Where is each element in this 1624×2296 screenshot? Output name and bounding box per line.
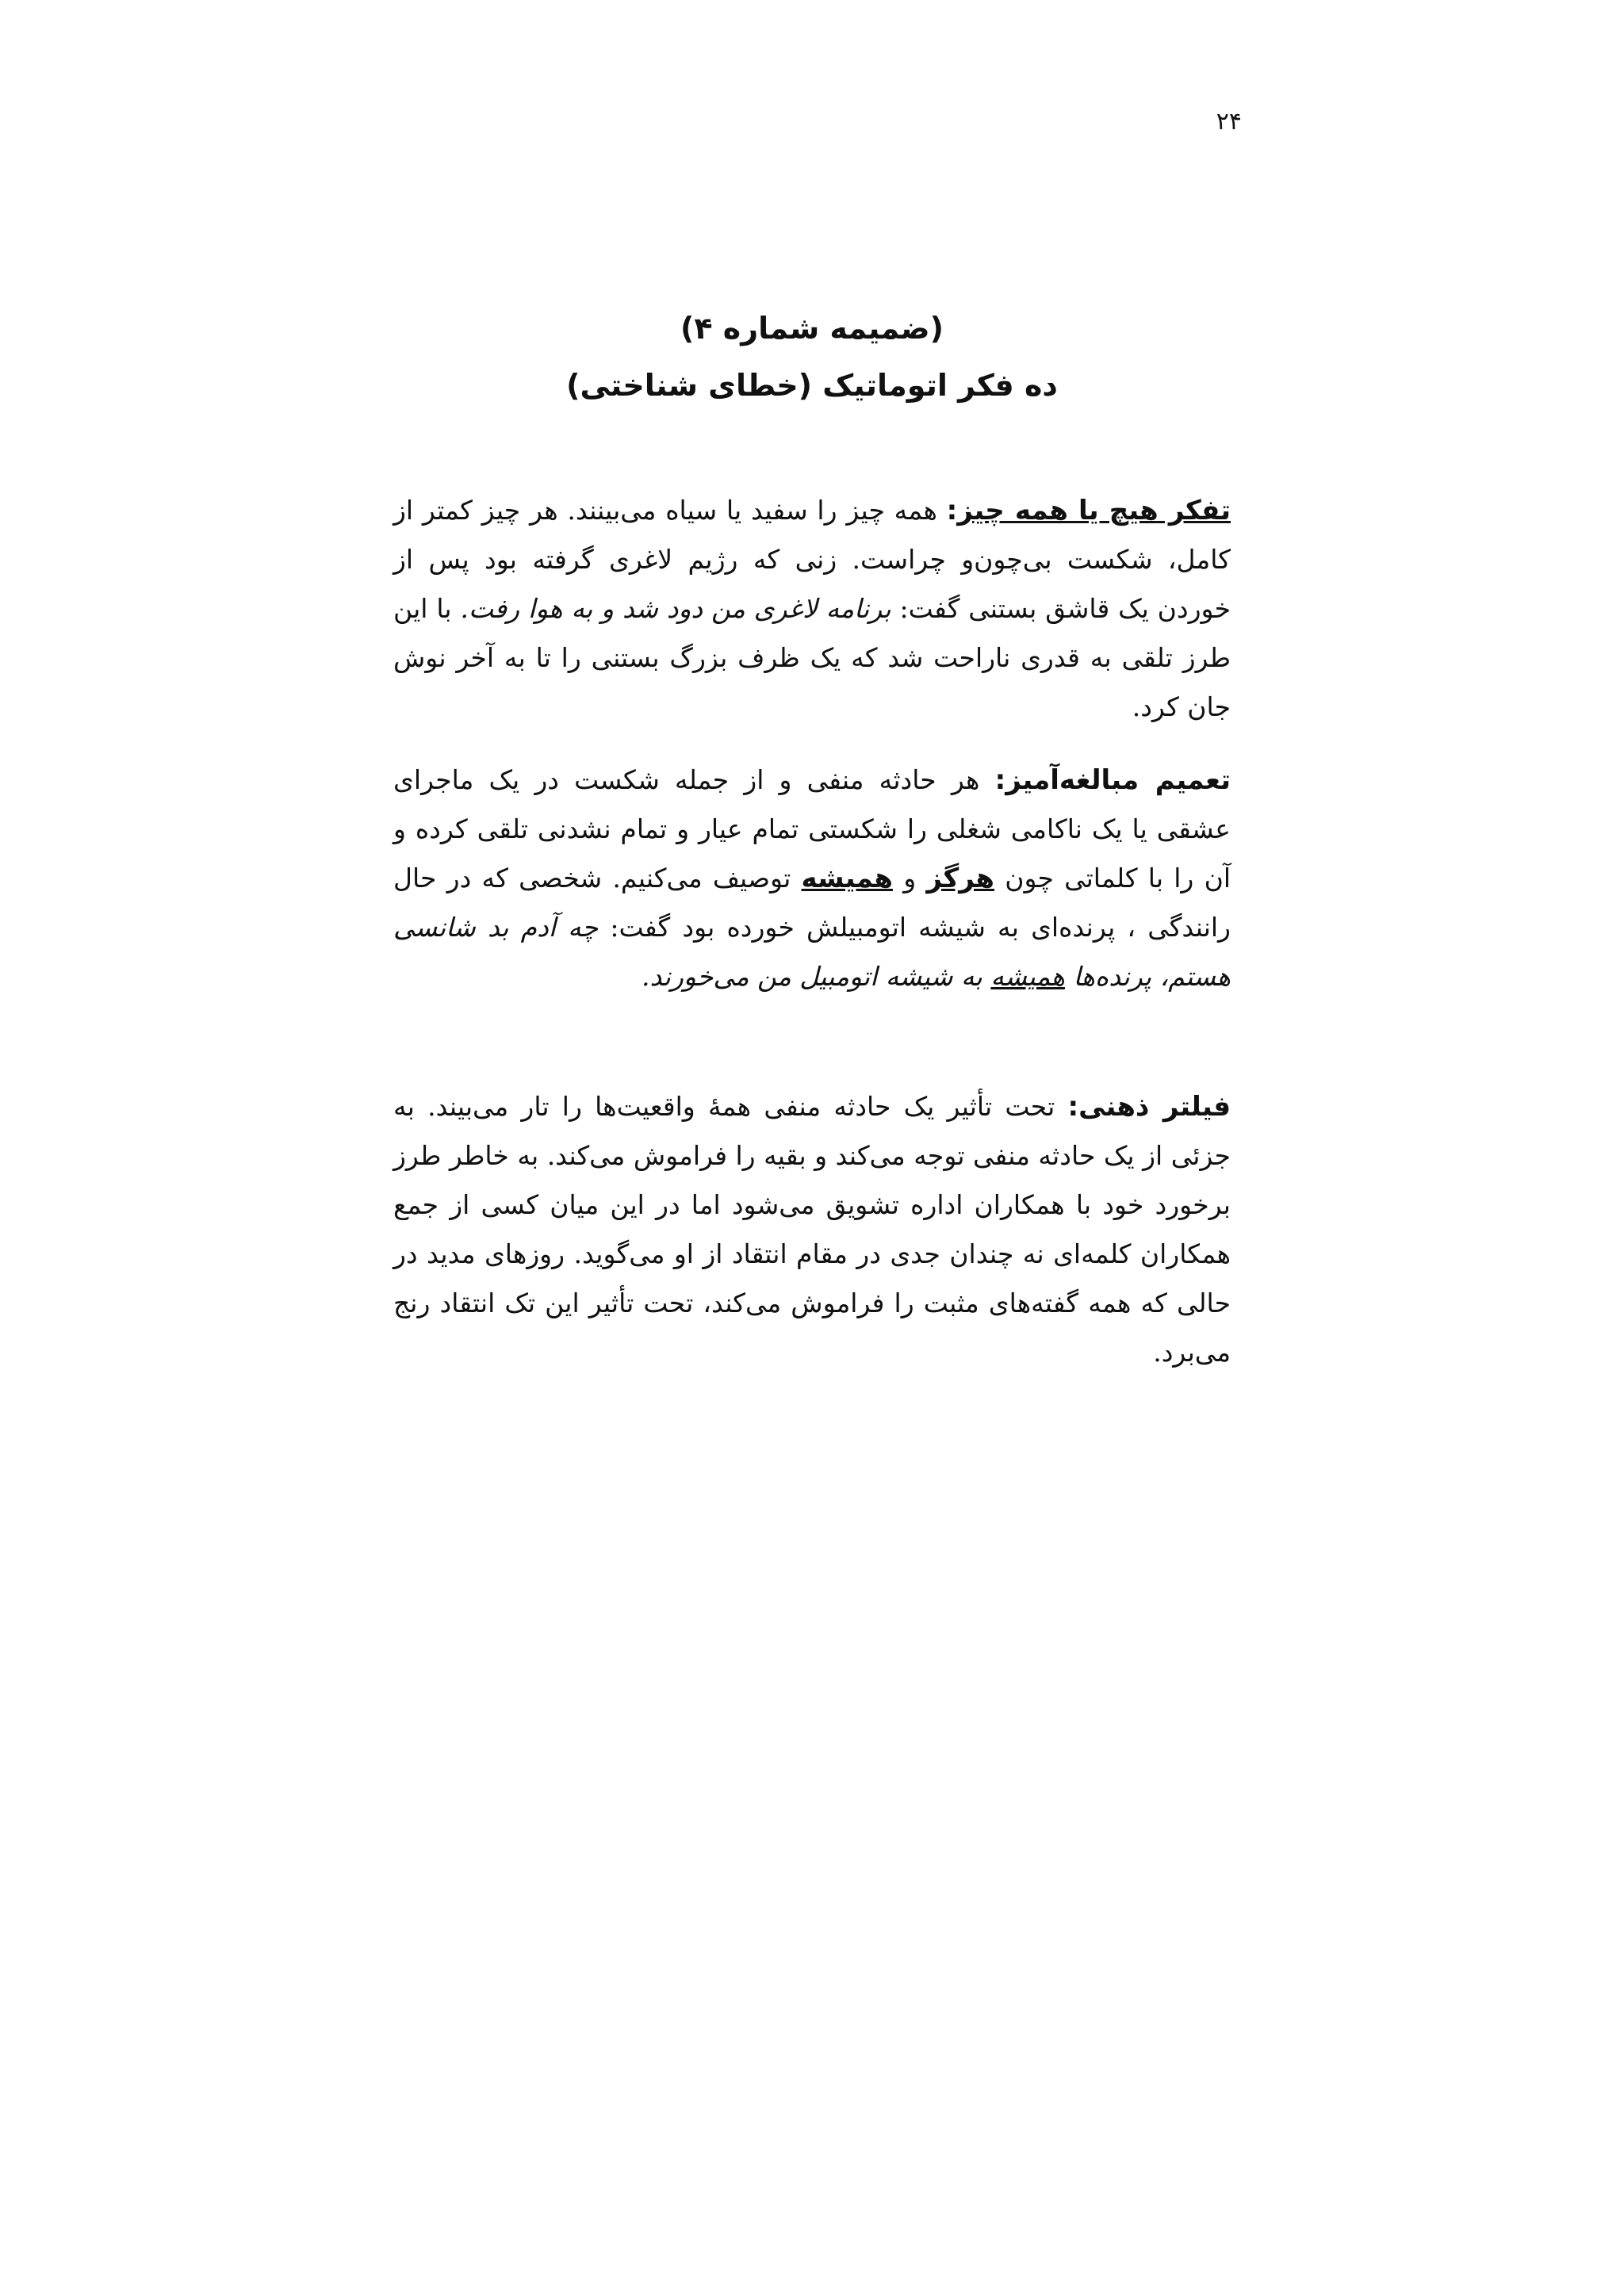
example-quote: چه آدم بد شانسی هستم، پرنده‌ها xyxy=(393,912,1231,992)
paragraph-text: و xyxy=(892,863,927,894)
paragraph-text: تحت تأثیر یک حادثه منفی همهٔ واقعیت‌ها را تار می‌بیند. به جزئی از یک حادثه منفی توجه می‌کند و بقیه را فراموش می‌کند. به خاطر طرز برخورد خود با همکاران اداره تشویق می‌شود اما در این میان کسی از جمع همکاران کلمه‌ای نه چندان جدی در مقام انتقاد از او می‌گوید. روزهای مدید در حالی که همه گفته‌های مثبت را فراموش می‌کند، تحت تأثیر این تک انتقاد رنج می‌برد. xyxy=(393,1091,1231,1368)
paragraph-overgeneralization xyxy=(393,756,1231,1001)
term-overgeneralization: تعمیم مبالغه‌آمیز: xyxy=(994,764,1231,796)
term-mental-filter: فیلتر ذهنی: xyxy=(1067,1091,1231,1123)
paragraph-all-or-nothing xyxy=(393,486,1231,732)
example-quote: به شیشه اتومبیل من می‌خورند. xyxy=(641,961,991,992)
paragraph-text: با این طرز تلقی به قدری ناراحت شد که یک ظرف بزرگ بستنی را تا به آخر نوش جان کرد. xyxy=(393,593,1231,722)
keyword-always: همیشه xyxy=(801,863,893,894)
paragraph-text: هر حادثه منفی و از جمله شکست در یک ماجرای عشقی یا یک ناکامی شغلی را شکستی تمام عیار و تمام نشدنی تلقی کرده و آن را با کلماتی چون xyxy=(393,764,1231,894)
appendix-heading: (ضمیمه شماره ۴) xyxy=(680,311,944,346)
term-all-or-nothing: تفکر هیچ یا همه چیز xyxy=(957,495,1231,526)
appendix-subheading: ده فکر اتوماتیک (خطای شناختی) xyxy=(566,368,1058,403)
keyword-never: هرگز xyxy=(926,863,994,894)
paragraph-text: توصیف می‌کنیم. شخصی که در حال رانندگی ، پرنده‌ای به شیشه اتومبیلش خورده بود گفت: xyxy=(393,863,1231,943)
paragraph-text: همه چیز را سفید یا سیاه می‌بینند. هر چیز کمتر از کامل، شکست بی‌چون‌و چراست. زنی که رژیم لاغری گرفته بود پس از خوردن یک قاشق بستنی گفت: xyxy=(393,495,1231,624)
example-quote-keyword: همیشه xyxy=(990,961,1065,992)
term-colon: : xyxy=(946,495,958,526)
page-number: ۲۴ xyxy=(1216,108,1242,136)
appendix-title xyxy=(393,300,1231,414)
example-quote: برنامه لاغری من دود شد و به هوا رفت. xyxy=(460,593,891,624)
paragraph-mental-filter xyxy=(393,1082,1231,1377)
